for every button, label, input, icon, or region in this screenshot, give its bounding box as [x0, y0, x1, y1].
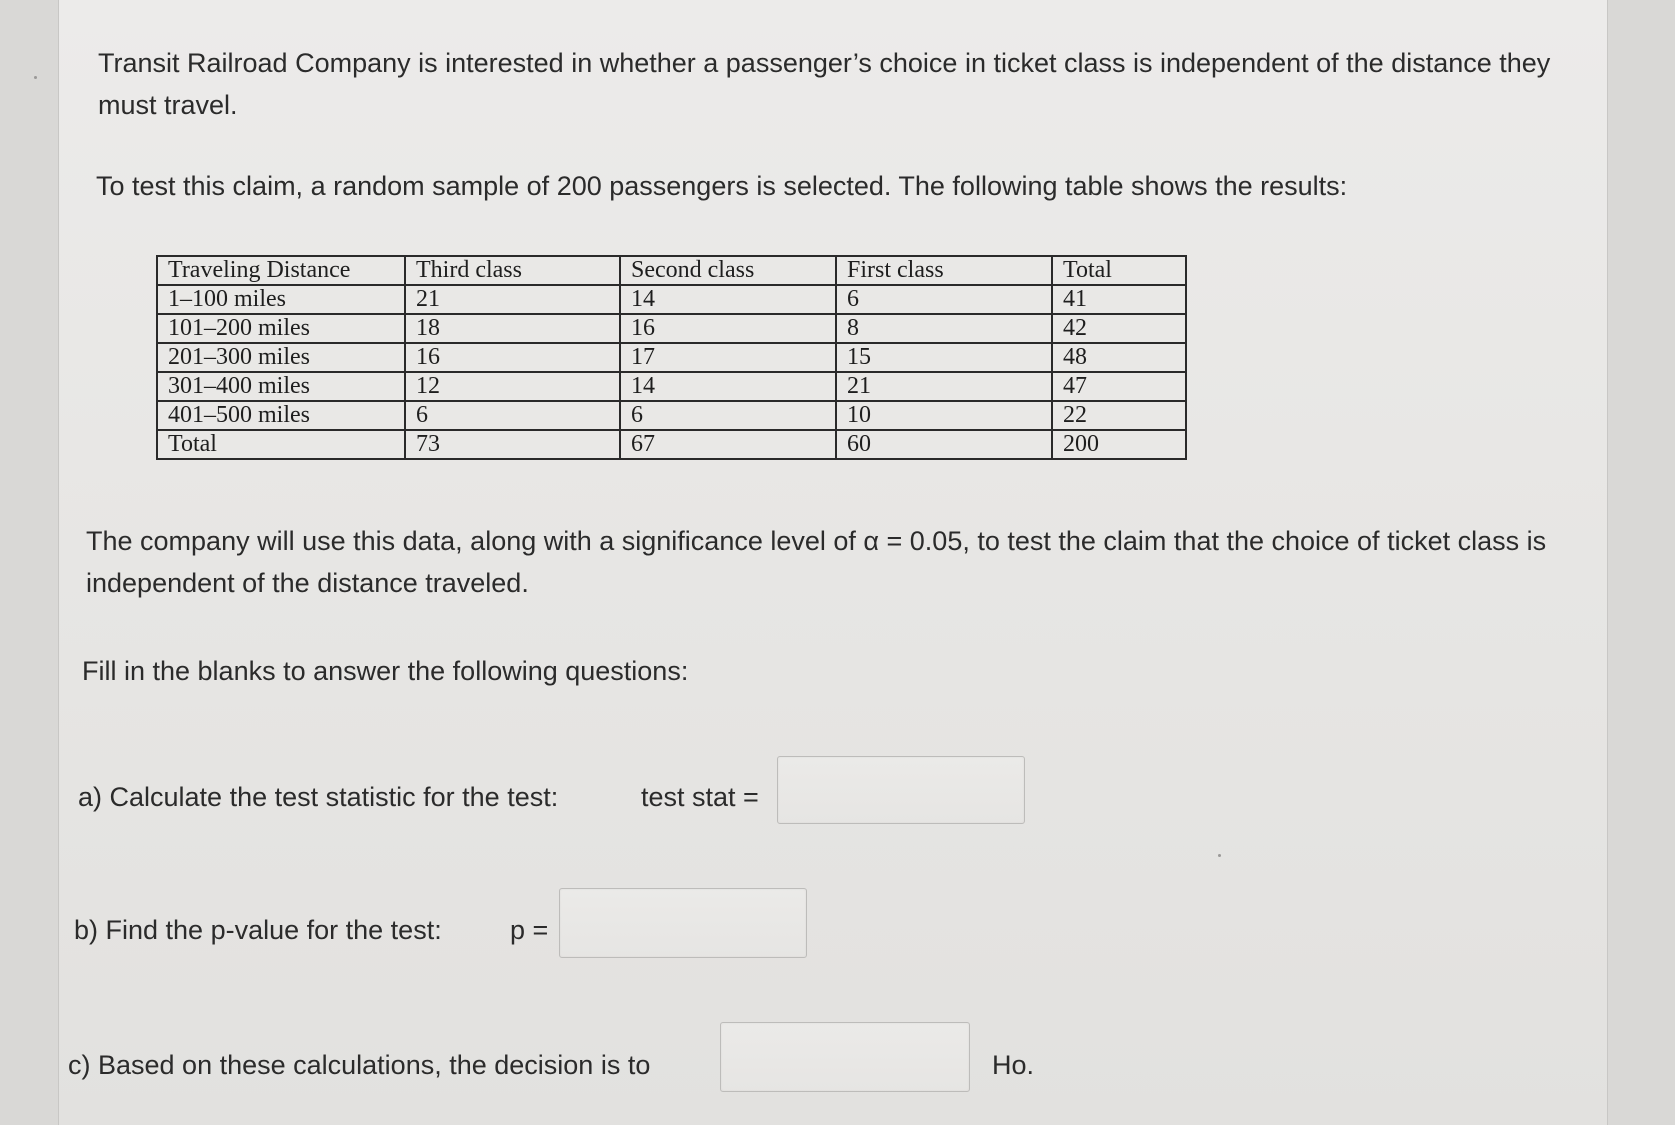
test-stat-input[interactable] [777, 756, 1025, 824]
table-cell: 1–100 miles [157, 285, 405, 314]
table-cell: 200 [1052, 430, 1186, 459]
p-value-label: p = [510, 915, 549, 945]
table-header-cell: Second class [620, 256, 836, 285]
table-cell: 67 [620, 430, 836, 459]
table-cell: 6 [836, 285, 1052, 314]
claim-paragraph: To test this claim, a random sample of 200 passengers is selected. The following table shows the results: [96, 171, 1348, 201]
ho-label: Ho. [992, 1050, 1035, 1080]
table-cell: 22 [1052, 401, 1186, 430]
table-cell: 6 [405, 401, 620, 430]
table-cell: 73 [405, 430, 620, 459]
table-header-cell: First class [836, 256, 1052, 285]
table-header-cell: Total [1052, 256, 1186, 285]
table-cell: 6 [620, 401, 836, 430]
paper-speck [34, 76, 37, 79]
table-cell: 60 [836, 430, 1052, 459]
table-cell: 41 [1052, 285, 1186, 314]
table-cell: 201–300 miles [157, 343, 405, 372]
table-cell: 301–400 miles [157, 372, 405, 401]
table-header-cell: Traveling Distance [157, 256, 405, 285]
table-cell: 21 [405, 285, 620, 314]
table-cell: 12 [405, 372, 620, 401]
table-header-cell: Third class [405, 256, 620, 285]
table-cell: 42 [1052, 314, 1186, 343]
table-cell: Total [157, 430, 405, 459]
table-cell: 16 [405, 343, 620, 372]
instructions-text: Fill in the blanks to answer the following questions: [82, 656, 689, 686]
table-row [157, 401, 1186, 430]
table-cell: 48 [1052, 343, 1186, 372]
paper-speck [1218, 854, 1221, 857]
table-cell: 18 [405, 314, 620, 343]
question-b-text: b) Find the p-value for the test: [74, 915, 442, 945]
table-cell: 401–500 miles [157, 401, 405, 430]
intro-paragraph: Transit Railroad Company is interested in whether a passenger’s choice in ticket class is independent of the distance they must travel. [98, 48, 1551, 120]
table-cell: 47 [1052, 372, 1186, 401]
table-row [157, 314, 1186, 343]
table-cell: 8 [836, 314, 1052, 343]
test-stat-label: test stat = [641, 782, 759, 812]
table-cell: 15 [836, 343, 1052, 372]
table-cell: 14 [620, 372, 836, 401]
table-total-row [157, 430, 1186, 459]
significance-paragraph: The company will use this data, along with a significance level of α = 0.05, to test the claim that the choice of ticket class is independent of the distance traveled. [86, 526, 1547, 598]
question-a-text: a) Calculate the test statistic for the test: [78, 782, 559, 812]
question-c-text: c) Based on these calculations, the decision is to [68, 1050, 651, 1080]
table-cell: 14 [620, 285, 836, 314]
table-cell: 10 [836, 401, 1052, 430]
table-header-row [157, 256, 1186, 285]
table-cell: 16 [620, 314, 836, 343]
table-cell: 101–200 miles [157, 314, 405, 343]
table-row [157, 372, 1186, 401]
p-value-input[interactable] [559, 888, 807, 958]
table-cell: 21 [836, 372, 1052, 401]
table-cell: 17 [620, 343, 836, 372]
decision-input[interactable] [720, 1022, 970, 1092]
table-row [157, 343, 1186, 372]
results-table [156, 255, 1187, 460]
table-row [157, 285, 1186, 314]
